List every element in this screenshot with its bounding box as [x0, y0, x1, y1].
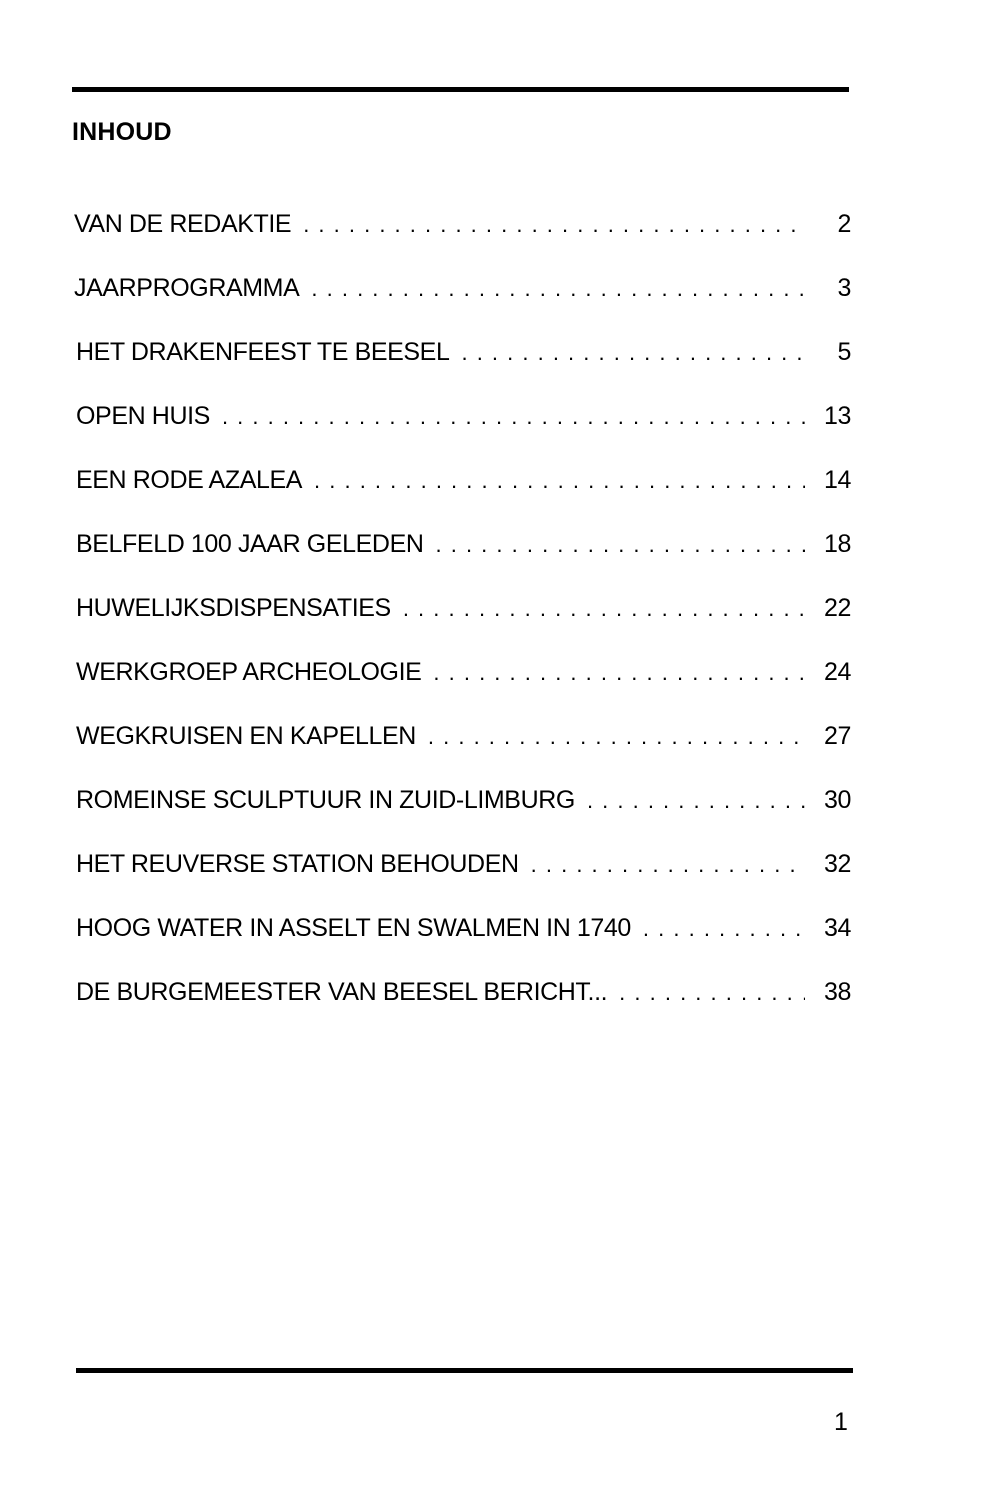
toc-entry — [76, 914, 851, 978]
toc-entry-page: 27 — [823, 722, 851, 750]
toc-entry-page: 24 — [823, 658, 851, 686]
dot-leader — [314, 468, 805, 494]
dot-leader — [303, 212, 805, 238]
toc-entry-title: WEGKRUISEN EN KAPELLEN — [76, 722, 416, 750]
toc-entry — [76, 338, 851, 402]
toc-entry-title: WERKGROEP ARCHEOLOGIE — [76, 658, 422, 686]
toc-entry-page: 38 — [823, 978, 851, 1006]
toc-entry-title: OPEN HUIS — [76, 402, 210, 430]
dot-leader — [433, 660, 805, 686]
dot-leader — [461, 340, 805, 366]
toc-entry — [76, 594, 851, 658]
dot-leader — [428, 724, 805, 750]
toc-entry-title: HUWELIJKSDISPENSATIES — [76, 594, 391, 622]
toc-entry — [76, 786, 851, 850]
toc-entry-title: BELFELD 100 JAAR GELEDEN — [76, 530, 424, 558]
toc-entry — [76, 466, 851, 530]
toc-entry-page: 30 — [823, 786, 851, 814]
toc-entry — [76, 658, 851, 722]
toc-entry-title: HET REUVERSE STATION BEHOUDEN — [76, 850, 519, 878]
toc-entry-title: ROMEINSE SCULPTUUR IN ZUID-LIMBURG — [76, 786, 575, 814]
toc-entry-page: 22 — [823, 594, 851, 622]
dot-leader — [222, 404, 805, 430]
dot-leader — [311, 276, 805, 302]
toc-entry-page: 3 — [837, 274, 851, 302]
page-title: INHOUD — [72, 118, 172, 146]
toc-entry — [76, 402, 851, 466]
toc-entry-page: 14 — [823, 466, 851, 494]
toc-entry-page: 2 — [837, 210, 851, 238]
toc-entry-title: JAARPROGRAMMA — [74, 274, 300, 302]
dot-leader — [403, 596, 805, 622]
toc-entry-page: 34 — [823, 914, 851, 942]
toc-entry — [76, 530, 851, 594]
table-of-contents — [76, 210, 851, 1042]
toc-entry-title: VAN DE REDAKTIE — [74, 210, 292, 238]
toc-entry — [76, 722, 851, 786]
toc-entry-page: 5 — [837, 338, 851, 366]
top-rule — [72, 87, 849, 92]
bottom-rule — [76, 1368, 853, 1373]
dot-leader — [436, 532, 806, 558]
toc-entry — [74, 210, 851, 274]
toc-entry-title: DE BURGEMEESTER VAN BEESEL BERICHT... — [76, 978, 608, 1006]
page-number: 1 — [834, 1408, 848, 1436]
toc-entry-page: 18 — [823, 530, 851, 558]
toc-entry-title: HOOG WATER IN ASSELT EN SWALMEN IN 1740 — [76, 914, 631, 942]
toc-entry — [76, 850, 851, 914]
toc-entry-page: 13 — [823, 402, 851, 430]
toc-entry-title: EEN RODE AZALEA — [76, 466, 303, 494]
dot-leader — [531, 852, 805, 878]
dot-leader — [643, 916, 805, 942]
toc-entry — [76, 978, 851, 1042]
toc-entry — [74, 274, 851, 338]
toc-entry-title: HET DRAKENFEEST TE BEESEL — [76, 338, 450, 366]
toc-entry-page: 32 — [823, 850, 851, 878]
dot-leader — [619, 980, 805, 1006]
dot-leader — [587, 788, 805, 814]
